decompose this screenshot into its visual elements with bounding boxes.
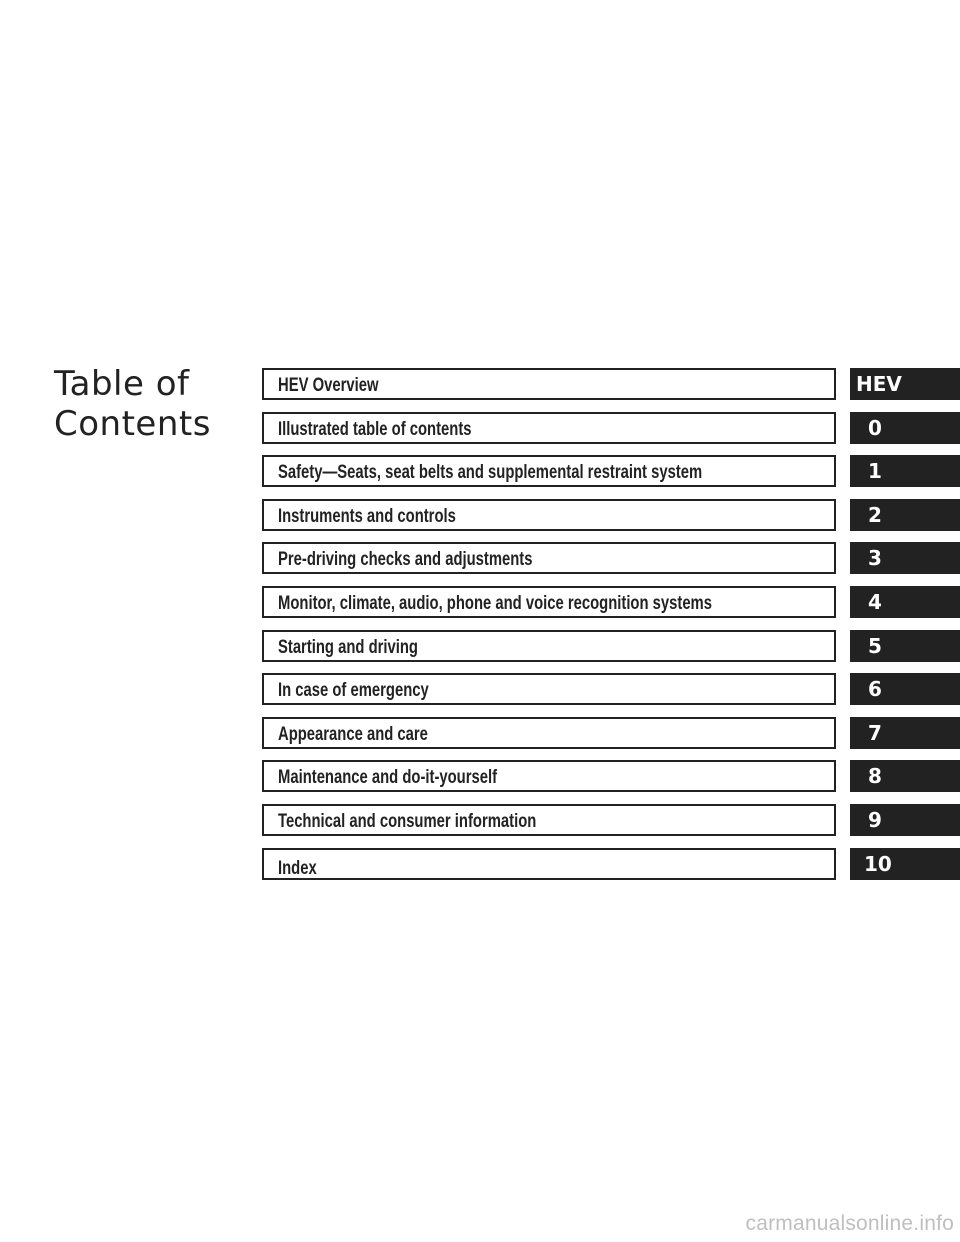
page-title-line-2: Contents [54,404,211,444]
toc-entry-monitor-climate-audio[interactable] [262,586,836,618]
section-tab-2[interactable] [850,499,960,531]
toc-row-9 [262,804,960,836]
section-tab-label: 0 [868,415,882,440]
toc-entry-illustrated-table-of-contents[interactable] [262,412,836,444]
section-tab-label: 5 [868,633,882,658]
section-tab-label: 2 [868,502,882,527]
toc-entry-label: Starting and driving [278,636,418,658]
toc-row-5 [262,630,960,662]
section-tab-5[interactable] [850,630,960,662]
toc-entry-technical-and-consumer-information[interactable] [262,804,836,836]
toc-list [262,368,960,891]
section-tab-label: 1 [868,459,882,484]
toc-entry-maintenance[interactable] [262,760,836,792]
section-tab-8[interactable] [850,760,960,792]
page-title [54,364,211,444]
toc-entry-label: Pre-driving checks and adjustments [278,549,533,571]
toc-entry-index[interactable] [262,848,836,880]
section-tab-0[interactable] [850,412,960,444]
toc-entry-label: Index [278,857,317,879]
section-tab-9[interactable] [850,804,960,836]
section-tab-label: 6 [868,677,882,702]
section-tab-label: 7 [868,720,882,745]
toc-entry-hev-overview[interactable] [262,368,836,400]
section-tab-label: 9 [868,807,882,832]
toc-entry-label: Appearance and care [278,723,428,745]
section-tab-7[interactable] [850,717,960,749]
toc-row-1 [262,455,960,487]
section-tab-10[interactable] [850,848,960,880]
section-tab-1[interactable] [850,455,960,487]
toc-entry-pre-driving-checks[interactable] [262,542,836,574]
toc-row-4 [262,586,960,618]
toc-row-10 [262,848,960,880]
toc-row-7 [262,717,960,749]
section-tab-label: 4 [868,589,882,614]
section-tab-6[interactable] [850,673,960,705]
section-tab-3[interactable] [850,542,960,574]
toc-entry-in-case-of-emergency[interactable] [262,673,836,705]
section-tab-hev[interactable] [850,368,960,400]
section-tab-label: 8 [868,764,882,789]
toc-row-hev [262,368,960,400]
toc-row-3 [262,542,960,574]
toc-entry-appearance-and-care[interactable] [262,717,836,749]
section-tab-label: 10 [864,851,892,876]
toc-row-8 [262,760,960,792]
section-tab-label: HEV [856,372,902,396]
toc-row-6 [262,673,960,705]
toc-entry-label: Safety—Seats, seat belts and supplemental restraint system [278,462,703,484]
toc-entry-starting-and-driving[interactable] [262,630,836,662]
toc-entry-label: Monitor, climate, audio, phone and voice recognition systems [278,592,712,614]
toc-entry-label: HEV Overview [278,375,379,396]
page-title-line-1: Table of [54,364,190,404]
section-tab-label: 3 [868,546,882,571]
toc-entry-label: In case of emergency [278,680,429,702]
toc-row-0 [262,412,960,444]
toc-entry-instruments-and-controls[interactable] [262,499,836,531]
watermark: carmanualsonline.info [745,1212,954,1235]
toc-entry-label: Technical and consumer information [278,810,537,832]
toc-entry-label: Maintenance and do-it-yourself [278,767,498,789]
toc-row-2 [262,499,960,531]
section-tab-4[interactable] [850,586,960,618]
toc-entry-safety[interactable] [262,455,836,487]
toc-entry-label: Illustrated table of contents [278,418,472,440]
toc-entry-label: Instruments and controls [278,505,456,527]
